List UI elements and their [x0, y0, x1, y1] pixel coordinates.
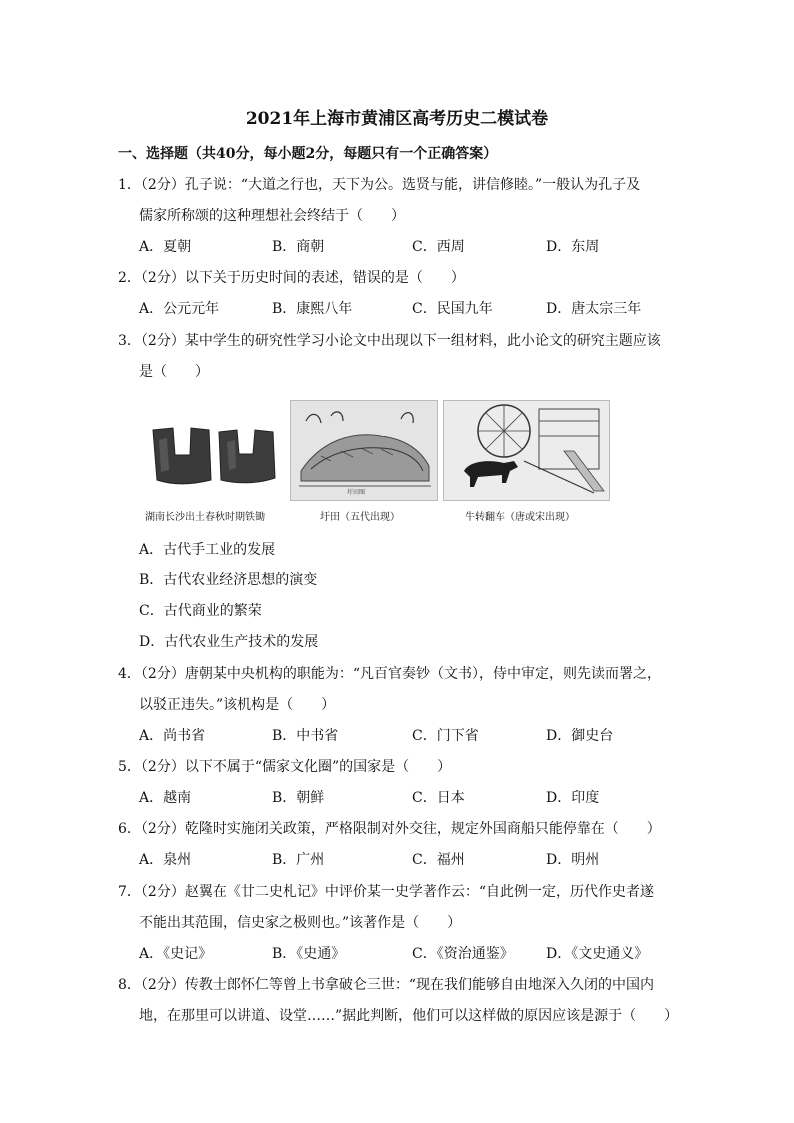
q2-option-a: A．公元元年 [139, 301, 220, 317]
q3-option-a: A．古代手工业的发展 [139, 542, 276, 558]
q3-option-d: D．古代农业生产技术的发展 [139, 634, 319, 650]
q6-option-d: D．明州 [546, 852, 600, 868]
q5-option-c: C．日本 [412, 790, 465, 806]
q1-option-c: C．西周 [412, 239, 465, 255]
q4-option-c: C．门下省 [412, 728, 479, 744]
question-5-text: 5．（2分）以下不属于“儒家文化圈”的国家是（ ） [118, 759, 452, 775]
q2-option-b: B．康熙八年 [272, 301, 353, 317]
q7-option-a: A．《史记》 [139, 946, 213, 962]
q4-option-a: A．尚书省 [139, 728, 206, 744]
q5-option-d: D．印度 [546, 790, 600, 806]
q4-option-d: D．御史台 [546, 728, 614, 744]
figure-3-caption: 牛转翻车（唐或宋出现） [465, 512, 575, 523]
polder-field-drawing [290, 400, 438, 501]
q6-option-c: C．福州 [412, 852, 465, 868]
question-8-text-cont: 地，在那里可以讲道、设堂……”据此判断，他们可以这样做的原因应该是源于（ ） [139, 1008, 679, 1024]
q7-option-d: D．《文史通义》 [546, 946, 649, 962]
section-heading: 一、选择题（共40分，每小题2分，每题只有一个正确答案） [118, 146, 498, 162]
q3-option-b: B．古代农业经济思想的演变 [139, 572, 318, 588]
q7-option-b: B．《史通》 [272, 946, 346, 962]
question-7-text: 7．（2分）赵翼在《廿二史札记》中评价某一史学著作云：“自此例一定，历代作史者遂 [118, 884, 654, 900]
figure-1-caption: 湖南长沙出土春秋时期铁锄 [145, 512, 265, 523]
question-3-text: 3．（2分）某中学生的研究性学习小论文中出现以下一组材料，此小论文的研究主题应该 [118, 333, 661, 349]
question-6-text: 6．（2分）乾隆时实施闭关政策，严格限制对外交往，规定外国商船只能停靠在（ ） [118, 821, 661, 837]
question-1-text-cont: 儒家所称颂的这种理想社会终结于（ ） [139, 208, 405, 224]
q5-option-b: B．朝鲜 [272, 790, 325, 806]
question-2-text: 2．（2分）以下关于历史时间的表述，错误的是（ ） [118, 270, 465, 286]
question-8-text: 8．（2分）传教士郎怀仁等曾上书拿破仑三世：“现在我们能够自由地深入久闭的中国内 [118, 977, 654, 993]
q3-option-c: C．古代商业的繁荣 [139, 603, 262, 619]
page-title: 2021年上海市黄浦区高考历史二模试卷 [245, 109, 549, 129]
q4-option-b: B．中书省 [272, 728, 339, 744]
question-3-text-cont: 是（ ） [139, 364, 209, 380]
question-1-text: 1．（2分）孔子说：“大道之行也，天下为公。选贤与能，讲信修睦。”一般认为孔子及 [118, 177, 641, 193]
q6-option-b: B．广州 [272, 852, 325, 868]
q2-option-d: D．唐太宗三年 [546, 301, 642, 317]
q1-option-a: A．夏朝 [139, 239, 192, 255]
figure-2-inner-label: 圩田图 [347, 489, 366, 496]
question-4-text: 4．（2分）唐朝某中央机构的职能为：“凡百官奏钞（文书），侍中审定，则先读而署之， [118, 666, 661, 682]
iron-hoe-photo [145, 410, 285, 495]
figure-2-caption: 圩田（五代出现） [320, 512, 400, 523]
question-7-text-cont: 不能出其范围，信史家之极则也。”该著作是（ ） [139, 915, 462, 931]
q1-option-d: D．东周 [546, 239, 600, 255]
q2-option-c: C．民国九年 [412, 301, 493, 317]
question-4-text-cont: 以驳正违失。”该机构是（ ） [139, 697, 336, 713]
q6-option-a: A．泉州 [139, 852, 192, 868]
ox-driven-waterwheel-drawing [443, 400, 610, 501]
q1-option-b: B．商朝 [272, 239, 325, 255]
q5-option-a: A．越南 [139, 790, 192, 806]
q7-option-c: C．《资治通鉴》 [412, 946, 514, 962]
